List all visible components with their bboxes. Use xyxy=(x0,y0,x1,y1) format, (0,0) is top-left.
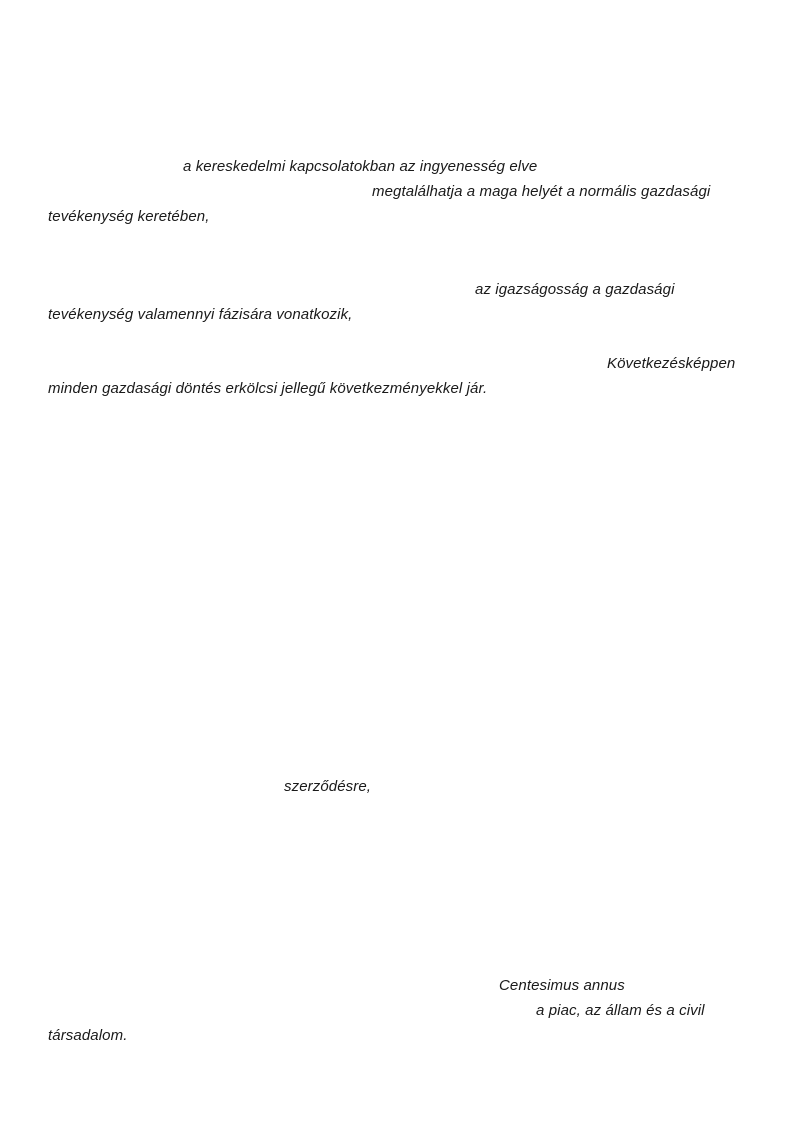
text-fragment-centesimus-annus: Centesimus annus xyxy=(499,977,625,994)
text-fragment-free-gift-principle: a kereskedelmi kapcsolatokban az ingyenesség elve xyxy=(183,158,538,175)
text-fragment-contract: szerződésre, xyxy=(284,778,372,795)
text-fragment-society: társadalom. xyxy=(48,1027,128,1044)
text-fragment-finds-its-place: megtalálhatja a maga helyét a normális gazdasági xyxy=(372,183,711,200)
text-fragment-all-phases: tevékenység valamennyi fázisára vonatkozik, xyxy=(48,306,353,323)
text-fragment-moral-consequences: minden gazdasági döntés erkölcsi jellegű következményekkel jár. xyxy=(48,380,488,397)
text-fragment-consequently: Következésképpen xyxy=(607,355,736,372)
text-fragment-market-state-civil: a piac, az állam és a civil xyxy=(536,1002,705,1019)
text-fragment-activity-framework: tevékenység keretében, xyxy=(48,208,210,225)
text-fragment-justice-economic: az igazságosság a gazdasági xyxy=(475,281,675,298)
